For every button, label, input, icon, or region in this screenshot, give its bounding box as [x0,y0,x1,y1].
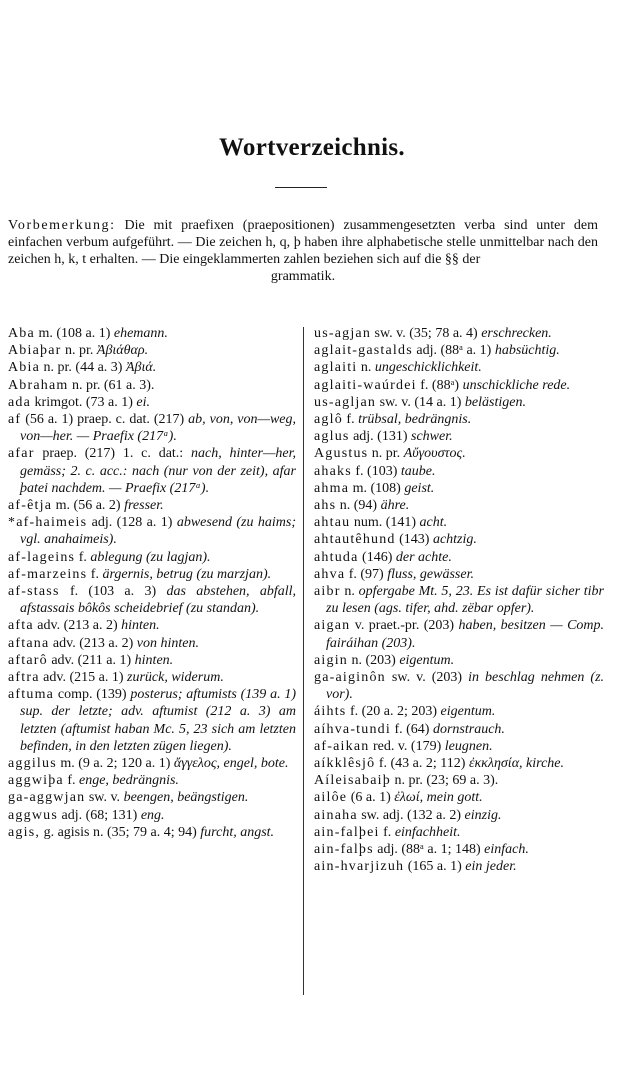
entry-grammar: adj. (131) [353,429,408,445]
entry-headword: aggwiþa [8,773,64,789]
entry-grammar: m. (9 a. 2; 120 a. 1) [60,756,171,772]
entry-grammar: f. [346,412,355,428]
entry-headword: aftra [8,670,40,686]
entry-gloss: acht. [419,515,448,531]
entry-gloss: ein jeder. [465,859,517,875]
entry-grammar: sw. v. [88,790,121,806]
dictionary-entry [8,772,296,789]
page-title: Wortverzeichnis. [218,134,405,161]
entry-headword: ain-falþei [314,824,380,840]
dictionary-entry [314,445,604,462]
entry-headword: ahva [314,566,346,582]
entry-gloss: opfergabe Mt. 5, 23. Es ist dafür sicher tibr zu lesen (ags. tifer, ahd. zëbar opfer). [326,584,605,617]
entry-grammar: adv. (213 a. 2) [37,618,118,634]
entry-gloss: geist. [404,480,435,496]
entry-headword: ga-aiginôn [314,670,386,686]
dictionary-entry [314,617,604,651]
title-rule [275,187,327,188]
entry-headword: afta [8,618,34,634]
entry-grammar: n. [360,360,372,376]
entry-gloss: Αὔγουστος. [403,446,466,462]
entry-grammar: f. (103 a. 3) [69,584,157,600]
entry-grammar: adj. (88ᵃ a. 1; 148) [377,842,481,858]
entry-headword: ailôe [314,790,348,806]
entry-headword: *af-haimeis [8,515,88,531]
entry-gloss: hinten. [121,618,160,634]
entry-headword: aíkklêsjô [314,756,376,772]
entry-gloss: Ἀβιάθαρ. [96,343,149,359]
entry-headword: ga-aggwjan [8,790,86,806]
entry-gloss: enge, bedrängnis. [79,773,179,789]
entry-grammar: m. (108) [352,480,401,496]
entry-grammar: sw. v. (203) [391,670,463,686]
entry-headword: aftana [8,635,50,651]
entry-headword: aftuma [8,687,55,703]
dictionary-entry [8,411,296,445]
dictionary-entry [314,841,604,858]
entry-grammar: n. (94) [339,498,378,514]
entry-gloss: zurück, widerum. [127,670,224,686]
dictionary-entry [8,497,296,514]
entry-grammar: f. [78,549,87,565]
dictionary-entry [8,394,296,411]
entry-gloss: ab, von, von—weg, von—her. — Praefix (217ᵃ). [20,412,296,445]
entry-gloss: eigentum. [399,652,455,668]
dictionary-entry [8,807,296,824]
entry-headword: Abia [8,360,41,376]
entry-headword: aglus [314,429,350,445]
preface-text: Die mit praefixen (praepositionen) zusammengesetzten verba sind unter dem einfachen verbum aufgeführt. — Die zeichen h, q, þ haben ihre alphabetische stelle unmittelbar nach den zeichen h, k, t erhalten. — Die eingeklammerten zahlen beziehen sich auf die §§ der [8,218,599,267]
entry-gloss: ehemann. [113,326,168,341]
entry-gloss: ärgernis, betrug (zu marzjan). [102,566,272,582]
preface-last-line: grammatik. [270,269,336,284]
entry-gloss: leugnen. [444,738,493,754]
entry-gloss: das abstehen, abfall, afstassais bôkôs scheidebrief (zu standan). [20,584,297,617]
entry-gloss: ἐκκλησία, kirche. [468,756,565,772]
dictionary-entry [8,549,296,566]
entry-grammar: adv. (213 a. 2) [52,635,134,651]
entry-headword: af-stass [8,584,60,600]
dictionary-entry [314,738,604,755]
entry-headword: ahaks [314,463,352,479]
dictionary-entry [8,635,296,652]
entry-gloss: nach, hinter—her, gemäss; 2. c. acc.: nach (nur von der zeit), afar þatei nachdem. — Praefix (217ᵃ). [20,446,297,496]
entry-gloss: hinten. [134,652,174,668]
entry-grammar: n. pr. (23; 69 a. 3). [394,773,499,789]
entry-gloss: trübsal, bedrängnis. [358,412,472,428]
entry-grammar: (143) [399,532,430,548]
dictionary-entry [8,652,296,669]
entry-headword: af-êtja [8,498,53,514]
entry-headword: aglait-gastalds [314,343,413,359]
entry-grammar: krimgot. (73 a. 1) [34,394,133,410]
right-column [314,325,604,876]
entry-grammar: (6 a. 1) [350,790,391,806]
entry-headword: Aíleisabaiþ [314,773,391,789]
entry-headword: ain-hvarjizuh [314,859,405,875]
entry-headword: us-agjan [314,326,372,341]
dictionary-entry [8,583,296,617]
entry-gloss: haben, besitzen — Comp. fairáihan (203). [326,618,605,651]
dictionary-entry [314,428,604,445]
entry-gloss: abwesend (zu haims; vgl. anahaimeis). [20,515,296,548]
entry-gloss: ablegung (zu lagjan). [90,549,211,565]
dictionary-entry [8,617,296,634]
column-divider [303,327,304,995]
preface-body [8,217,598,268]
entry-grammar: f. [383,824,392,840]
entry-headword: aglaiti [314,360,358,376]
entry-grammar: n. pr. [371,446,401,462]
entry-headword: aibr [314,584,341,600]
entry-gloss: fresser. [124,498,164,514]
entry-headword: ahtuda [314,549,359,565]
entry-gloss: erschrecken. [481,326,552,341]
dictionary-entry [314,721,604,738]
dictionary-entry [8,789,296,806]
dictionary-entry [8,342,296,359]
entry-headword: af-lageins [8,549,76,565]
entry-gloss: ähre. [380,498,410,514]
entry-headword: áihts [314,704,347,720]
entry-grammar: n. (203) [351,652,396,668]
entry-headword: agis, [8,824,41,840]
dictionary-entry [314,583,604,617]
entry-headword: ahtau [314,515,351,531]
entry-grammar: n. [344,584,355,600]
dictionary-entry [314,824,604,841]
dictionary-entry [8,359,296,376]
entry-headword: us-agljan [314,394,377,410]
entry-gloss: dornstrauch. [432,721,505,737]
entry-gloss: ungeschicklichkeit. [374,360,482,376]
entry-gloss: eng. [140,807,165,823]
left-column [8,325,296,841]
entry-headword: aggwus [8,807,58,823]
entry-headword: ainaha [314,807,358,823]
entry-headword: Abiaþar [8,343,62,359]
dictionary-entry [314,755,604,772]
entry-gloss: furcht, angst. [200,824,275,840]
entry-grammar: f. (43 a. 2; 112) [378,756,466,772]
entry-headword: Agustus [314,446,369,462]
entry-grammar: praep. (217) 1. c. dat.: [42,446,184,462]
dictionary-entry [314,342,604,359]
entry-gloss: taube. [400,463,436,479]
entry-grammar: adj. (128 a. 1) [91,515,173,531]
entry-headword: Aba [8,326,35,341]
dictionary-entry [8,755,296,772]
dictionary-entry [314,394,604,411]
entry-grammar: (56 a. 1) praep. c. dat. (217) [25,412,185,428]
entry-grammar: n. pr. (44 a. 3) [43,360,123,376]
entry-grammar: sw. v. (35; 78 a. 4) [374,326,478,341]
entry-gloss: eigentum. [440,704,496,720]
entry-headword: aigin [314,652,348,668]
dictionary-entry [314,359,604,376]
dictionary-entry [314,652,604,669]
entry-headword: ain-falþs [314,842,374,858]
entry-grammar: num. (141) [353,515,417,531]
dictionary-entry [314,480,604,497]
dictionary-entry [314,497,604,514]
entry-grammar: f. [90,566,99,582]
dictionary-entry [314,669,604,703]
entry-grammar: g. agisis n. (35; 79 a. 4; 94) [43,824,197,840]
dictionary-entry [8,325,296,342]
entry-grammar: f. (20 a. 2; 203) [349,704,438,720]
dictionary-entry [314,858,604,875]
entry-gloss: posterus; aftumists (139 a. 1) sup. der letzte; adv. aftumist (212 a. 3) am letzten (aftumist haban Mc. 5, 23 sich am letzten befinden, in den letzten zügen liegen). [20,687,297,754]
preface-label: Vorbemerkung: [8,218,116,233]
entry-grammar: (146) [362,549,393,565]
dictionary-entry [314,549,604,566]
dictionary-entry [8,514,296,548]
dictionary-entry [314,772,604,789]
dictionary-entry [314,789,604,806]
dictionary-entry [314,566,604,583]
entry-headword: af-aikan [314,738,370,754]
entry-gloss: ἄγγελος, engel, bote. [173,756,289,772]
entry-headword: aglaiti-waúrdei [314,377,417,393]
entry-grammar: red. v. (179) [372,738,442,754]
entry-gloss: beengen, beängstigen. [123,790,249,806]
dictionary-entry [8,377,296,394]
entry-gloss: der achte. [395,549,452,565]
entry-grammar: adv. (215 a. 1) [43,670,124,686]
entry-grammar: sw. v. (14 a. 1) [379,394,462,410]
dictionary-entry [8,669,296,686]
entry-grammar: n. pr. [65,343,94,359]
dictionary-entry [8,686,296,755]
dictionary-entry [314,514,604,531]
entry-gloss: in beschlag nehmen (z. vor). [326,670,605,703]
entry-headword: aglô [314,412,343,428]
entry-grammar: f. (103) [355,463,398,479]
entry-grammar: comp. (139) [57,687,127,703]
entry-grammar: v. praet.-pr. (203) [354,618,455,634]
preface [8,217,598,285]
entry-gloss: von hinten. [136,635,199,651]
entry-gloss: belästigen. [464,394,526,410]
entry-headword: afar [8,446,35,462]
entry-headword: aíhva-tundi [314,721,391,737]
entry-gloss: einzig. [464,807,502,823]
entry-grammar: m. (56 a. 2) [55,498,121,514]
entry-headword: Abraham [8,377,69,393]
entry-grammar: m. (108 a. 1) [38,326,111,341]
entry-gloss: ἐλωί, mein gott. [394,790,483,806]
entry-headword: aftarô [8,652,48,668]
entry-grammar: f. (64) [394,721,430,737]
dictionary-entry [314,531,604,548]
entry-grammar: f. (88ᵃ) [420,377,460,393]
entry-grammar: adj. (68; 131) [61,807,138,823]
entry-gloss: schwer. [411,429,453,445]
entry-headword: ada [8,394,32,410]
entry-headword: aggilus [8,756,57,772]
entry-headword: ahma [314,480,350,496]
dictionary-entry [314,807,604,824]
entry-gloss: achtzig. [432,532,477,548]
entry-gloss: fluss, gewässer. [387,566,474,582]
dictionary-entry [314,703,604,720]
dictionary-entry [8,824,296,841]
entry-grammar: n. pr. (61 a. 3). [72,377,155,393]
entry-gloss: habsüchtig. [494,343,560,359]
entry-grammar: f. [67,773,76,789]
entry-grammar: adj. (88ᵃ a. 1) [416,343,492,359]
entry-headword: ahtautêhund [314,532,396,548]
dictionary-entry [314,463,604,480]
dictionary-entry [314,411,604,428]
entry-headword: aigan [314,618,351,634]
entry-grammar: f. (97) [348,566,384,582]
entry-headword: ahs [314,498,337,514]
entry-gloss: einfach. [484,842,529,858]
entry-gloss: Ἀβιά. [125,360,157,376]
dictionary-entry [8,566,296,583]
dictionary-entry [314,325,604,342]
entry-grammar: sw. adj. (132 a. 2) [361,807,462,823]
entry-headword: af-marzeins [8,566,88,582]
entry-grammar: (165 a. 1) [407,859,462,875]
dictionary-entry [314,377,604,394]
entry-grammar: adv. (211 a. 1) [51,652,132,668]
entry-gloss: einfachheit. [394,824,461,840]
entry-gloss: ei. [136,394,151,410]
entry-gloss: unschickliche rede. [462,377,571,393]
dictionary-entry [8,445,296,497]
entry-headword: af [8,412,22,428]
